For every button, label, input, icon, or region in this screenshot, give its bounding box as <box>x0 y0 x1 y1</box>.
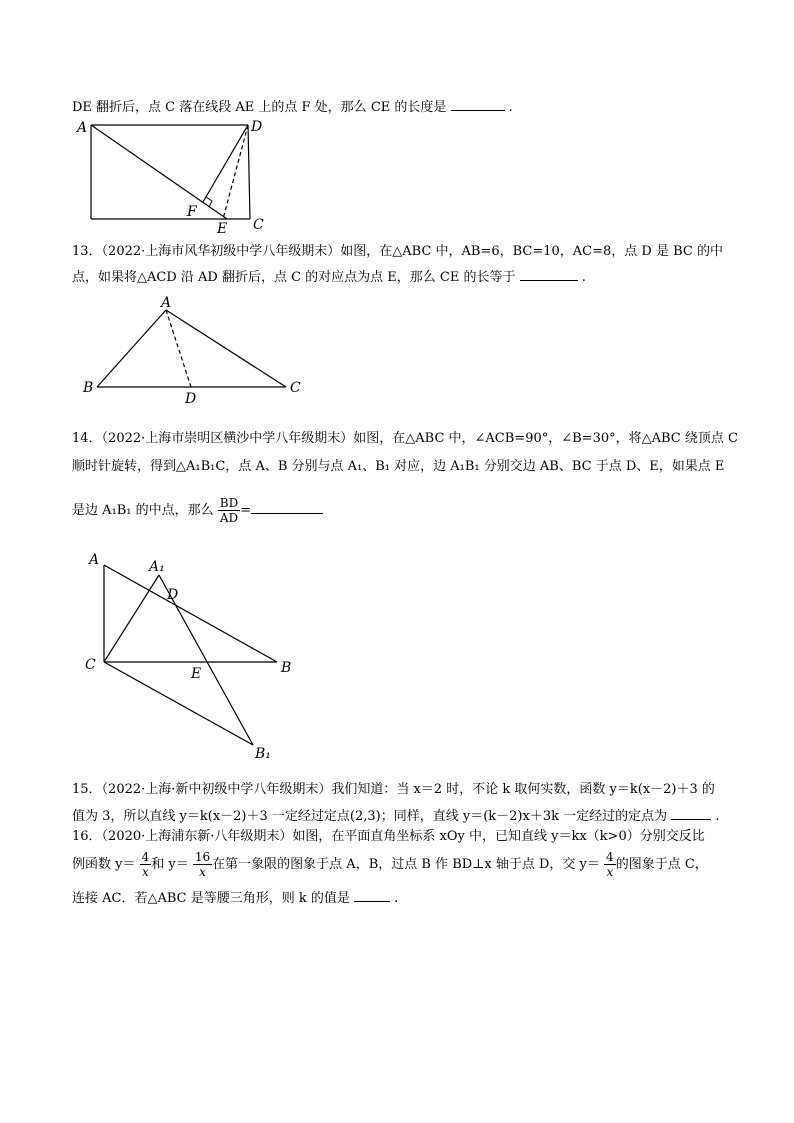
q14-label-a1: A₁ <box>149 559 165 575</box>
q12-tail-text: DE 翻折后，点 C 落在线段 AE 上的点 F 处，那么 CE 的长度是 <box>72 100 447 115</box>
q14-line3-text: 是边 A₁B₁ 的中点，那么 <box>72 503 214 518</box>
q16-f3-num: 4 <box>606 850 614 864</box>
q14-label-a: A <box>89 552 100 568</box>
q16-line2-a: 例函数 y＝ <box>72 857 136 872</box>
q12-label-f: F <box>187 204 197 220</box>
q14-side-ca1 <box>104 575 159 662</box>
q14-label-b: B <box>281 660 292 676</box>
q16-fraction-1 <box>140 850 152 879</box>
q12-answer-blank[interactable] <box>451 96 505 111</box>
q16-f2-num: 16 <box>194 850 211 864</box>
q12-label-e: E <box>217 221 228 237</box>
q16-line2-c: 在第一象限的图象于点 A，B，过点 B 作 BD⊥x 轴于点 D，交 y＝ <box>212 857 600 872</box>
q14-label-b1: B₁ <box>255 746 271 762</box>
q13-label-c: C <box>290 380 301 396</box>
q13-side-ac <box>166 310 286 387</box>
q13-line2-text: 点，如果将△ACD 沿 AD 翻折后，点 C 的对应点为点 E，那么 CE 的长等于 <box>72 270 516 285</box>
q14-line3 <box>72 494 323 528</box>
q13-dashed-ad <box>166 310 191 387</box>
q16-line3 <box>72 887 398 908</box>
q13-label-a: A <box>161 295 172 311</box>
q12-dashed-de <box>223 125 248 219</box>
q13-side-ab <box>97 310 166 387</box>
q15-line2-text: 值为 3，所以直线 y＝k(x－2)＋3 一定经过定点(2,3)；同样，直线 y＝(k－2)x＋3k 一定经过的定点为 <box>72 809 668 824</box>
q16-line2 <box>72 847 708 883</box>
q16-line3-text: 连接 AC．若△ABC 是等腰三角形，则 k 的值是 <box>72 891 350 906</box>
q12-figure <box>60 115 280 235</box>
q13-line1: 13．（2022·上海市风华初级中学八年级期末）如图，在△ABC 中，AB=6，BC=10，AC=8，点 D 是 BC 的中 <box>72 244 723 259</box>
q13-label-b: B <box>83 380 94 396</box>
q14-line1: 14．（2022·上海市崇明区横沙中学八年级期末）如图，在△ABC 中，∠ACB=90°，∠B=30°，将△ABC 绕顶点 C <box>72 431 738 446</box>
q14-fraction <box>218 496 240 525</box>
q13-figure <box>75 295 315 410</box>
q14-label-e: E <box>191 666 202 682</box>
q16-answer-blank[interactable] <box>354 887 390 902</box>
q16-end: . <box>394 891 399 906</box>
q14-side-ab <box>104 565 277 662</box>
q16-f3-den: x <box>606 865 614 879</box>
q14-frac-den: AD <box>219 511 239 525</box>
q16-f2-den: x <box>199 865 206 879</box>
q13-answer-blank[interactable] <box>520 266 578 281</box>
q16-fraction-3 <box>604 850 616 879</box>
q14-eq: = <box>240 503 252 518</box>
q15-answer-blank[interactable] <box>671 805 711 820</box>
q13-line2 <box>72 266 586 287</box>
q13-label-d: D <box>185 391 197 407</box>
q14-answer-blank[interactable] <box>251 499 323 514</box>
q16-line2-b: 和 y＝ <box>151 857 189 872</box>
q15-line2 <box>72 805 720 826</box>
q15-line1: 15．（2022·上海·新中初级中学八年级期末）我们知道：当 x＝2 时，不论 k 取何实数，函数 y＝k(x－2)＋3 的 <box>72 782 715 797</box>
q16-fraction-2 <box>193 850 212 879</box>
q14-line2: 顺时针旋转，得到△A₁B₁C，点 A、B 分别与点 A₁、B₁ 对应，边 A₁B₁ 分别交边 AB、BC 于点 D、E，如果点 E <box>72 459 725 474</box>
q16-f1-den: x <box>142 865 149 879</box>
q16-f1-num: 4 <box>141 850 150 864</box>
q14-label-c: C <box>85 657 96 673</box>
q12-label-a: A <box>77 120 88 136</box>
q12-tail-line <box>72 96 513 117</box>
q14-label-d: D <box>167 587 179 603</box>
q13-end: . <box>581 270 586 285</box>
q12-label-d: D <box>251 119 263 135</box>
q14-figure <box>75 545 305 765</box>
q15-end: . <box>715 809 720 824</box>
q12-end: . <box>508 100 513 115</box>
q14-frac-num: BD <box>219 496 239 510</box>
q12-rect-right <box>248 125 250 219</box>
q16-line1: 16．（2020·上海浦东新·八年级期末）如图，在平面直角坐标系 xOy 中，已知直线 y＝kx（k>0）分别交反比 <box>72 829 705 844</box>
q12-line-ae <box>91 125 227 219</box>
q12-label-c: C <box>253 217 264 233</box>
q12-line-df <box>203 125 248 202</box>
q16-line2-d: 的图象于点 C， <box>615 857 708 872</box>
